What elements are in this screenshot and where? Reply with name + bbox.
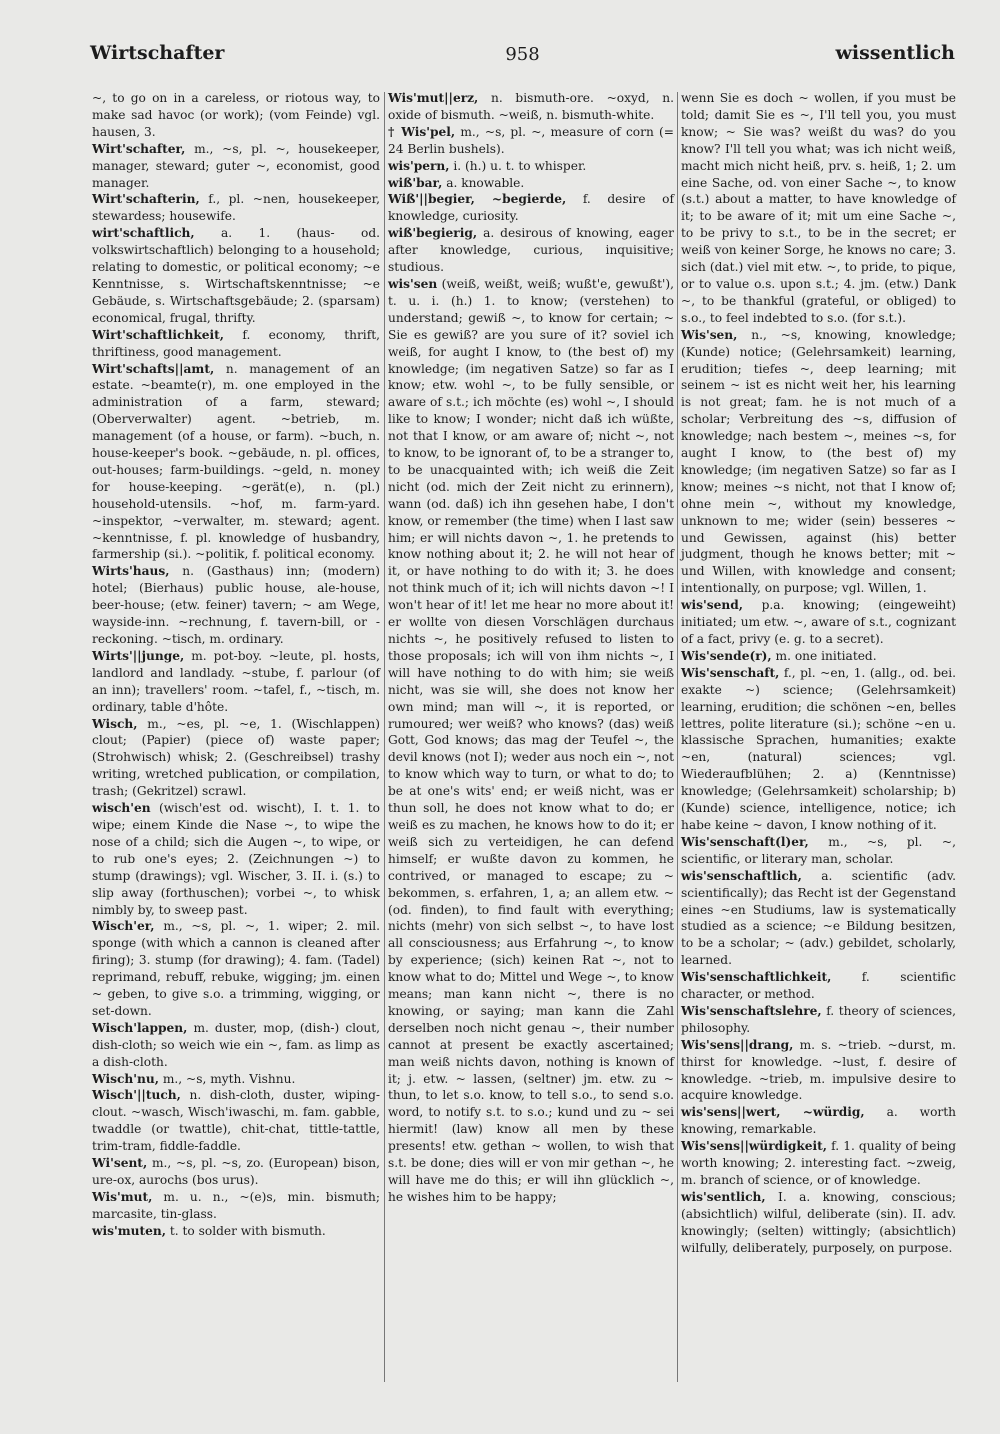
entry-headword: wis'sentlich, — [681, 1189, 766, 1204]
entry-headword: Wis'senschaftslehre, — [681, 1003, 822, 1018]
column-divider — [677, 92, 678, 1382]
entry-definition: f. economy, thrift, thriftiness, good management. — [92, 327, 380, 359]
dictionary-entry — [681, 1189, 956, 1257]
entry-definition: m., ~s, pl. ~, housekeeper, manager, steward; guter ~, economist, good manager. — [92, 141, 380, 190]
entry-definition: I. a. knowing, conscious; (absichtlich) wilful, deliberate (sin). II. adv. knowingly; (selten) wittingly; (absichtlich) wilfully, deliberately, purposely, on purpose. — [681, 1189, 957, 1255]
entry-definition: n. dish-cloth, duster, wiping-clout. ~wasch, Wisch'iwaschi, m. fam. gabble, twaddle (or twattle), chit-chat, tittle-tattle, trim-tram, fiddle-faddle. — [92, 1088, 381, 1154]
entry-headword: Wis'mut, — [92, 1189, 153, 1204]
entry-headword: † Wis'pel, — [388, 124, 456, 139]
entry-headword: Wisch'er, — [92, 919, 155, 934]
dictionary-entry — [92, 141, 380, 192]
entry-definition: n., ~s, knowing, knowledge; (Kunde) notice; (Gelehrsamkeit) learning, erudition; tiefes ~, deep learning; mit seinem ~ ist es nicht weit her, his learning is not great; fam. he is not much of a scholar; Verbreitung des ~s, diffusion of knowledge; nach bestem ~, meines ~s, for aught I know, to (the best of) my knowledge; (im negativen Satze) so far as I know; meines ~s nicht, not that I know of; ohne mein ~, without my knowledge, unknown to me; wider (sein) besseres ~ und Gewissen, against (his) better judgment, though he knows better; mit ~ und Willen, with knowledge and consent; intentionally, on purpose; vgl. Willen, 1. — [681, 327, 956, 596]
column-left — [92, 90, 380, 1240]
entry-definition: n. (Gasthaus) inn; (modern) hotel; (Bierhaus) public house, ale-house, beer-house; (etw. feiner) tavern; ~ am Wege, wayside-inn. ~rechnung, f. tavern-bill, or -reckoning. ~tisch, m. ordinary. — [92, 564, 380, 646]
dictionary-entry — [92, 563, 380, 648]
entry-definition: t. to solder with bismuth. — [169, 1223, 326, 1238]
entry-headword: Wisch'||tuch, — [92, 1088, 181, 1103]
entry-definition: n. management of an estate. ~beamte(r), m. one employed in the administration of a farm, steward; (Oberverwalter) agent. ~betrieb, m. management (of a house, or farm). ~buch, n. house-keeper's book. ~gebäude, n. pl. offices, out-houses; farm-buildings. ~geld, n. money for house-keeping. ~gerät(e), n. (pl.) household-utensils. ~hof, m. farm-yard. ~inspektor, ~verwalter, m. steward; agent. ~kenntnisse, f. pl. knowledge of husbandry, farmership (si.). ~politik, f. political economy. — [92, 361, 381, 562]
entry-headword: Wirts'haus, — [92, 564, 170, 579]
entry-headword: Wis'senschaft(l)er, — [681, 834, 809, 849]
dictionary-entry — [388, 175, 674, 192]
entry-definition: (weiß, weißt, weiß; wußt'e, gewußt'), t. u. i. (h.) 1. to know; (verstehen) to understand; gewiß ~, to know for certain; ~ Sie es gewiß? are you sure of it? soviel ich weiß, for aught I know, to (the best of) my knowledge; (im negativen Satze) so far as I know; etw. wohl ~, to be fully sensible, or aware of s.t.; ich möchte (es) wohl ~, I should like to know; I wonder; nicht daß ich wüßte, not that I know, or am aware of; nicht ~, not to know, to be ignorant of, to be a stranger to, to be unacquainted with; ich weiß die Zeit nicht (od. mich der Zeit nicht zu erinnern), wann (od. daß) ich ihn gesehen habe, I don't know, or remember (the time) when I last saw him; er will nichts davon ~, 1. he pretends to know nothing about it; 2. he will not hear of it, or have nothing to do with it; 3. he does not think much of it; ich will nichts davon ~! I won't hear of it! let me hear no more about it! er wollte von diesen Vorschlägen durchaus nichts ~, he positively refused to listen to those proposals; ich will von ihm nichts ~, I will have nothing to do with him; sie weiß nicht, was sie will, she does not know her own mind; man will ~, it is reported, or rumoured; wer weiß? who knows? (das) weiß Gott, God knows; das mag der Teufel ~, the devil knows (not I); weder aus noch ein ~, not to know which way to turn, or what to do; to be at one's wits' end; er weiß nicht, was er thun soll, he does not know what to do; er weiß es zu machen, he knows how to do it; er weiß sich zu verteidigen, he can defend himself; er wußte davon zu kommen, he contrived, or managed to escape; zu ~ bekommen, s. erfahren, 1, a; an allem etw. ~ (od. finden), to find fault with everything; nichts (mehr) von sich selbst ~, to have lost all consciousness; aus Erfahrung ~, to know by experience; (sich) keinen Rat ~, not to know what to do; Mittel und Wege ~, to know means; man kann nicht ~, there is no knowing, or saying; man kann die Zahl derselben noch nicht genau ~, their number cannot at present be exactly ascertained; man weiß nichts davon, nothing is known of it; j. etw. ~ lassen, (seltner) jm. etw. zu ~ thun, to let s.o. know, to tell s.o., to send s.o. word, to notify s.t. to s.o.; kund und zu ~ sei hiermit! (law) know all men by these presents! etw. gethan ~ wollen, to wish that s.t. be done; dies will er von mir gethan ~, he will have me do this; er will ihn glücklich ~, he wishes him to be happy; — [388, 276, 675, 1204]
dictionary-entry — [388, 90, 674, 124]
entry-definition: m. pot-boy. ~leute, pl. hosts, landlord and landlady. ~stube, f. parlour (of an inn); travellers' room. ~tafel, f., ~tisch, m. ordinary, table d'hôte. — [92, 648, 380, 714]
entry-definition: m., ~s, pl. ~, 1. wiper; 2. mil. sponge (with which a cannon is cleaned after firing); 3. stump (for drawing); 4. fam. (Tadel) reprimand, rebuff, rebuke, wigging; jm. einen ~ geben, to give s.o. a trimming, wigging, or set-down. — [92, 919, 381, 1018]
entry-headword: Wirt'schafts||amt, — [92, 361, 215, 376]
entry-definition: m. duster, mop, (dish-) clout, dish-cloth; so weich wie ein ~, fam. as limp as a dish-cloth. — [92, 1020, 380, 1069]
dictionary-entry — [92, 800, 380, 918]
entry-definition: f. scientific character, or method. — [681, 970, 956, 1002]
dictionary-entry — [92, 648, 380, 716]
entry-headword: Wis'sen, — [681, 327, 738, 342]
dictionary-entry — [388, 276, 674, 1206]
entry-definition: a. scientific (adv. scientifically); das Recht ist der Gegenstand eines ~en Studiums, law is systematically studied as a science; ~e Bildung besitzen, to be a scholar; ~ (adv.) gebildet, scholarly, learned. — [681, 868, 957, 968]
dictionary-entry — [388, 191, 674, 225]
entry-headword: Wirt'schaftlichkeit, — [92, 327, 225, 342]
entry-definition: a. desirous of knowing, eager after knowledge, curious, inquisitive; studious. — [388, 226, 675, 275]
entry-headword: wisch'en — [92, 801, 151, 816]
entry-definition: ~, to go on in a careless, or riotous way, to make sad havoc (or work); (vom Feinde) vgl. hausen, 3. — [92, 91, 380, 139]
entry-definition: a. worth knowing, remarkable. — [681, 1105, 957, 1137]
dictionary-entry — [681, 665, 956, 834]
entry-headword: wis'pern, — [388, 158, 450, 173]
entry-headword: wis'sens||wert, ~würdig, — [681, 1105, 865, 1120]
entry-headword: Wis'mut||erz, — [388, 91, 479, 105]
column-right — [681, 90, 956, 1257]
dictionary-entry — [681, 1138, 956, 1189]
header-last-entry: wissentlich — [835, 42, 955, 64]
dictionary-entry — [92, 191, 380, 225]
entry-definition: f. 1. quality of being worth knowing; 2. interesting fact. ~zweig, m. branch of science, or of knowledge. — [681, 1139, 956, 1187]
entry-headword: Wirt'schafterin, — [92, 192, 200, 207]
entry-definition: wenn Sie es doch ~ wollen, if you must be told; damit Sie es ~, I'll tell you, you must know; ~ Sie was? weißt du was? do you know? I'll tell you what; was ich nicht weiß, macht mich nicht heiß, prv. s. heiß, 1; 2. um eine Sache, od. von einer Sache ~, to know (s.t.) about a matter, to have knowledge of it; to be aware of it; mit um eine Sache ~, to be privy to s.t., to be in the secret; er weiß von keiner Sorge, he knows no care; 3. sich (dat.) viel mit etw. ~, to pride, to pique, or to value o.s. upon s.t.; 4. jm. (etw.) Dank ~, to be thankful (grateful, or obliged) to s.o., to feel indebted to s.o. (for s.t.). — [681, 91, 956, 325]
entry-headword: wiß'bar, — [388, 175, 443, 190]
dictionary-entry — [92, 225, 380, 326]
dictionary-entry — [92, 716, 380, 801]
entry-definition: n. bismuth-ore. ~oxyd, n. oxide of bismuth. ~weiß, n. bismuth-white. — [388, 91, 674, 122]
entry-definition: m., ~s, pl. ~, scientific, or literary man, scholar. — [681, 834, 956, 866]
entry-headword: wis'send, — [681, 598, 743, 613]
entry-definition: m., ~s, myth. Vishnu. — [162, 1071, 296, 1086]
entry-definition: m., ~es, pl. ~e, 1. (Wischlappen) clout; (Papier) (piece of) waste paper; (Strohwisch) whisk; 2. (Geschreibsel) trashy writing, wretched publication, or compilation, trash; (Gekritzel) scrawl. — [92, 716, 380, 799]
entry-headword: Wis'sens||würdigkeit, — [681, 1139, 828, 1154]
dictionary-entry — [681, 868, 956, 969]
entry-headword: Wis'senschaftlichkeit, — [681, 970, 832, 985]
dictionary-entry — [92, 1087, 380, 1155]
entry-headword: Wisch'nu, — [92, 1071, 159, 1086]
dictionary-entry — [92, 918, 380, 1019]
dictionary-entry — [92, 90, 380, 141]
dictionary-entry — [681, 1003, 956, 1037]
entry-definition: a. 1. (haus- od. volkswirtschaftlich) belonging to a household; relating to domestic, or political economy; ~e Kenntnisse, s. Wirtschaftskenntnisse; ~e Gebäude, s. Wirtschaftsgebäude; 2. (sparsam) economical, frugal, thrifty. — [92, 226, 381, 325]
column-divider — [384, 92, 385, 1382]
dictionary-entry — [92, 1071, 380, 1088]
entry-definition: p.a. knowing; (eingeweiht) initiated; um etw. ~, aware of s.t., cognizant of a fact, privy (e. g. to a secret). — [681, 598, 956, 646]
entry-headword: Wi'sent, — [92, 1156, 148, 1171]
entry-headword: Wisch, — [92, 716, 138, 731]
dictionary-entry — [681, 1104, 956, 1138]
entry-definition: m., ~s, pl. ~s, zo. (European) bison, ure-ox, aurochs (bos urus). — [92, 1156, 381, 1187]
entry-definition: m. u. n., ~(e)s, min. bismuth; marcasite, tin-glass. — [92, 1189, 380, 1221]
entry-definition: f., pl. ~en, 1. (allg., od. bei. exakte ~) science; (Gelehrsamkeit) learning, erudition; die schönen ~en, belles lettres, polite literature (si.); schöne ~en u. klassische Sprachen, humanities; exakte ~en, (natural) sciences; vgl. Wiederaufblühen; 2. a) (Kenntnisse) knowledge; (Gelehrsamkeit) scholarship; b) (Kunde) science, intelligence, notice; ich habe keine ~ davon, I know nothing of it. — [681, 665, 956, 832]
entry-headword: Wiß'||begier, ~begierde, — [388, 192, 567, 207]
dictionary-entry — [681, 90, 956, 327]
entry-definition: a. knowable. — [446, 175, 525, 190]
entry-definition: i. (h.) u. t. to whisper. — [453, 158, 587, 173]
dictionary-entry — [388, 225, 674, 276]
header-first-entry: Wirtschafter — [90, 42, 225, 64]
dictionary-entry — [388, 158, 674, 175]
entry-definition: m., ~s, pl. ~, measure of corn (= 24 Berlin bushels). — [388, 124, 674, 156]
entry-headword: wis'sen — [388, 276, 438, 291]
page-header — [90, 42, 955, 76]
entry-headword: wis'muten, — [92, 1223, 166, 1238]
entry-headword: Wis'senschaft, — [681, 665, 780, 680]
dictionary-entry — [681, 648, 956, 665]
dictionary-entry — [681, 969, 956, 1003]
entry-definition: f., pl. ~nen, housekeeper, stewardess; housewife. — [92, 192, 380, 224]
entry-definition: m. s. ~trieb. ~durst, m. thirst for knowledge. ~lust, f. desire of knowledge. ~trieb, m. impulsive desire to acquire knowledge. — [681, 1037, 956, 1103]
entry-definition: f. theory of sciences, philosophy. — [681, 1003, 956, 1035]
dictionary-entry — [681, 327, 956, 598]
dictionary-entry — [681, 1037, 956, 1105]
entry-definition: f. desire of knowledge, curiosity. — [388, 192, 674, 224]
page-number: 958 — [505, 44, 540, 65]
entry-definition: (wisch'est od. wischt), I. t. 1. to wipe; einem Kinde die Nase ~, to wipe the nose of a child; sich die Augen ~, to wipe, or to rub one's eyes; 2. (Zeichnungen ~) to stump (drawings); vgl. Wischer, 3. II. i. (s.) to slip away (forthuschen); vorbei ~, to whisk nimbly by, to sweep past. — [92, 801, 380, 917]
entry-headword: wis'senschaftlich, — [681, 868, 802, 883]
column-middle — [388, 90, 674, 1206]
entry-headword: wiß'begierig, — [388, 226, 478, 241]
entry-headword: wirt'schaftlich, — [92, 226, 195, 241]
dictionary-entry — [92, 1189, 380, 1223]
dictionary-entry — [92, 1155, 380, 1189]
entry-headword: Wis'sens||drang, — [681, 1037, 794, 1052]
dictionary-entry — [92, 361, 380, 564]
entry-headword: Wirt'schafter, — [92, 141, 186, 156]
dictionary-entry — [681, 834, 956, 868]
entry-definition: m. one initiated. — [775, 648, 877, 663]
dictionary-entry — [92, 327, 380, 361]
entry-headword: Wirts'||junge, — [92, 648, 185, 663]
entry-headword: Wisch'lappen, — [92, 1020, 188, 1035]
dictionary-entry — [681, 597, 956, 648]
dictionary-entry — [388, 124, 674, 158]
dictionary-entry — [92, 1223, 380, 1240]
entry-headword: Wis'sende(r), — [681, 648, 772, 663]
dictionary-entry — [92, 1020, 380, 1071]
